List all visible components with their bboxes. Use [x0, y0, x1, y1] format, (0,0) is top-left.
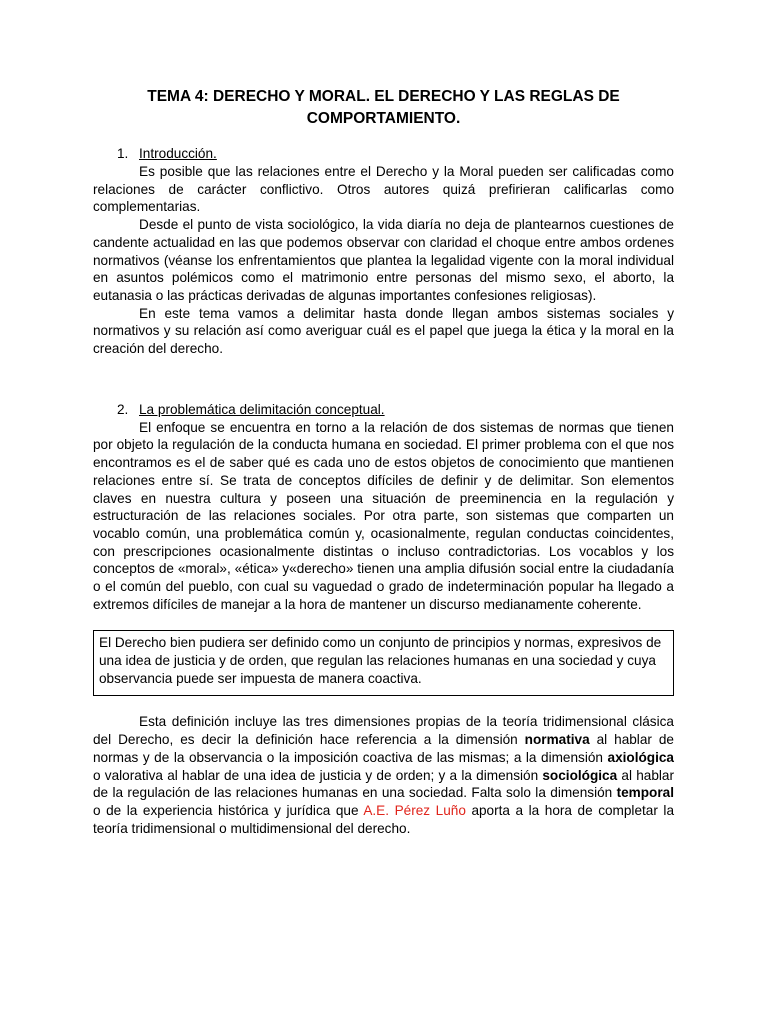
text-run: o de la experiencia histórica y jurídica que	[93, 802, 364, 818]
closing-paragraph	[93, 713, 674, 837]
text-run: Esta definición incluye las tres dimensiones propias de la teoría tridimensional clásica del Derecho, es decir la definición hace referencia a la dimensión	[93, 714, 674, 748]
paragraph: Desde el punto de vista sociológico, la vida diaría no deja de plantearnos cuestiones de candente actualidad en las que podemos observar con claridad el choque entre ambos ordenes normativos (véanse los enfrentamientos que plantea la legalidad vigente con la moral individual en asuntos polémicos como el matrimonio entre personas del mismo sexo, el aborto, la eutanasia o las prácticas derivadas de algunas importantes confesiones religiosas).	[93, 217, 674, 303]
section-spacer	[93, 358, 674, 401]
bold-term-normativa: normativa	[524, 732, 590, 748]
text-run: aporta a la hora de completar la teoría tridimensional o multidimensional del derecho.	[93, 802, 675, 836]
section-heading-2	[93, 401, 674, 419]
section-number: 2.	[117, 401, 129, 417]
bold-term-axiologica: axiológica	[607, 749, 674, 765]
paragraph: El enfoque se encuentra en torno a la relación de dos sistemas de normas que tienen por objeto la regulación de la conducta humana en sociedad. El primer problema con el que nos encontramos es el de saber qué es cada uno de estos objetos de conocimiento que mantienen relaciones entre sí. Se trata de conceptos difíciles de definir y de delimitar. Son elementos claves en nuestra cultura y poseen una situación de preeminencia en la regulación y estructuración de las relaciones sociales. Por otra parte, son sistemas que comparten un vocablo común, una problemática común y, ocasionalmente, regulan conductas coincidentes, con prescripciones ocasionalmente distintas o incluso contradictorias. Los vocablos y los conceptos de «moral», «ética» y«derecho» tienen una amplia difusión social entre la ciudadanía o el común del pueblo, con cual su vaguedad o grado de indeterminación popular ha llegado a extremos difíciles de manejar a la hora de mantener un discurso medianamente coherente.	[93, 419, 674, 612]
definition-box: El Derecho bien pudiera ser definido como un conjunto de principios y normas, expresivos de una idea de justicia y de orden, que regulan las relaciones humanas en una sociedad y cuya observancia puede ser impuesta de manera coactiva.	[93, 630, 674, 696]
paragraph: En este tema vamos a delimitar hasta donde llegan ambos sistemas sociales y normativos y su relación así como averiguar cuál es el papel que juega la ética y la moral en la creación del derecho.	[93, 305, 674, 357]
section-title: La problemática delimitación conceptual.	[139, 401, 385, 417]
author-reference: A.E. Pérez Luño	[363, 802, 466, 818]
text-run: o valorativa al hablar de una idea de justicia y de orden; y a la dimensión	[93, 767, 543, 783]
bold-term-sociologica: sociológica	[542, 767, 618, 783]
bold-term-temporal: temporal	[616, 785, 674, 801]
text-run: al hablar de normas y de la observancia o la imposición coactiva de las mismas; a la dimensión	[93, 732, 674, 765]
document-page	[93, 86, 674, 837]
section-title: Introducción.	[139, 146, 217, 161]
section-heading-1	[93, 145, 674, 163]
text-run: al hablar de la regulación de las relaciones humanas en una sociedad. Falta solo la dimensión	[93, 767, 675, 801]
document-title: TEMA 4: DERECHO Y MORAL. EL DERECHO Y LAS REGLAS DE COMPORTAMIENTO.	[147, 88, 620, 127]
paragraph: Es posible que las relaciones entre el Derecho y la Moral pueden ser calificadas como relaciones de carácter conflictivo. Otros autores quizá prefirieran calificarlas como complementarias.	[93, 164, 674, 215]
section-number: 1.	[117, 146, 129, 161]
